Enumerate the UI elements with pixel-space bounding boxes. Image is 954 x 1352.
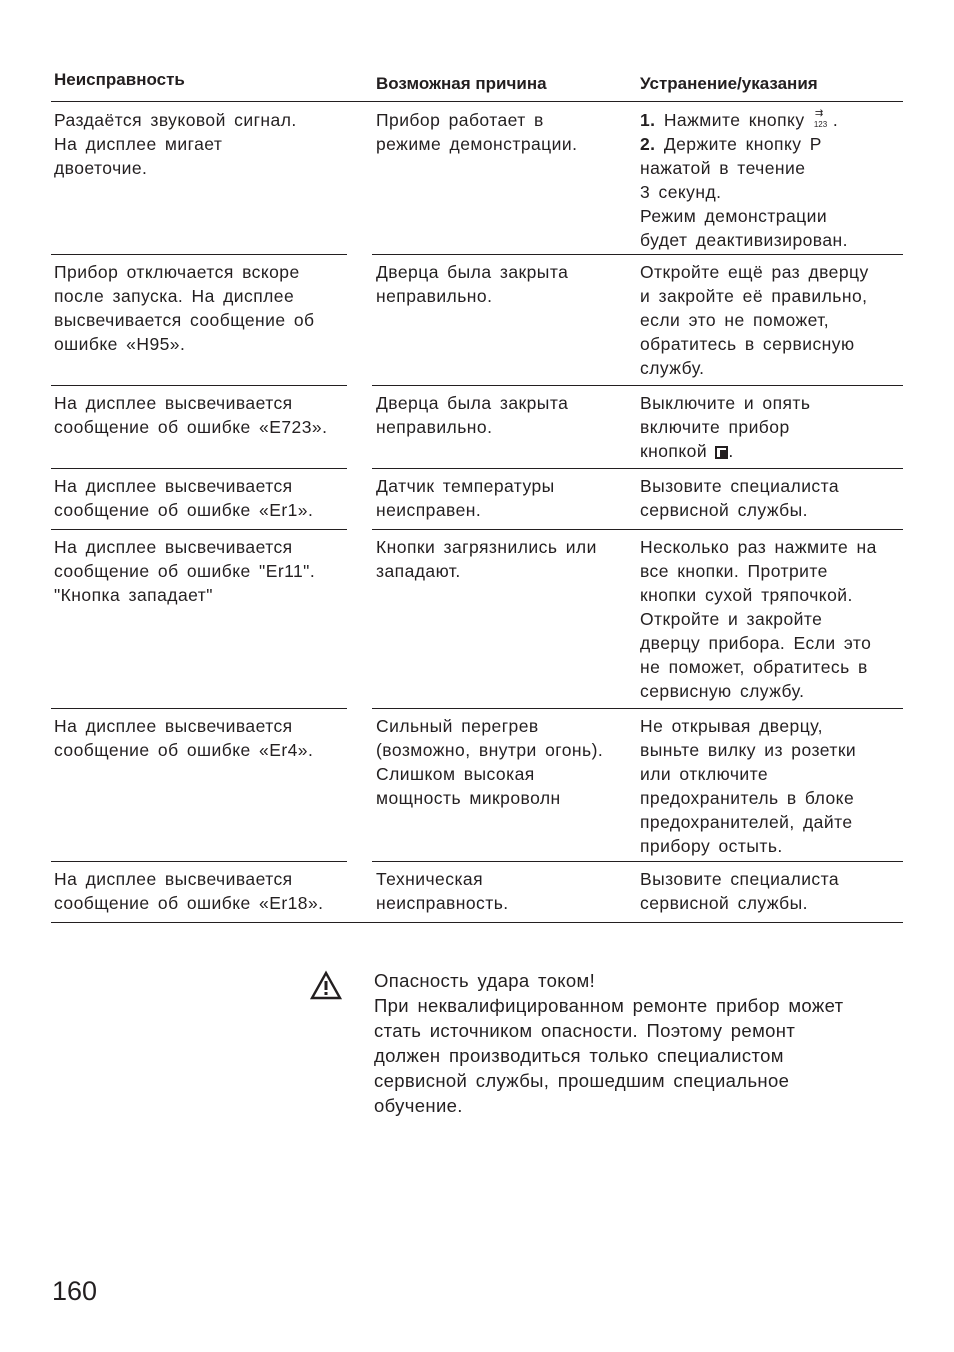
cause-cell-6: Сильный перегрев (возможно, внутри огонь). Слишком высокая мощность микроволн — [376, 716, 604, 808]
cause-cell-1: Прибор работает в режиме демонстрации. — [376, 110, 578, 154]
row-rule-left — [51, 861, 347, 862]
fault-cell-3: На дисплее высвечивается сообщение об ошибке «E723». — [54, 393, 328, 437]
cause-cell-3: Дверца была закрыта неправильно. — [376, 393, 569, 437]
fault-cell-7: На дисплее высвечивается сообщение об ошибке «Er18». — [54, 869, 324, 913]
header-cause: Возможная причина — [376, 74, 547, 93]
cause-cell-4: Датчик температуры неисправен. — [376, 476, 555, 520]
header-remedy: Устранение/указания — [640, 74, 818, 93]
remedy-cell-6: Не открывая дверцу, выньте вилку из розетки или отключите предохранитель в блоке предохранителей, дайте прибору остыть. — [640, 716, 857, 856]
fault-cell-2: Прибор отключается вскоре после запуска. На дисплее высвечивается сообщение об ошибке «H95». — [54, 262, 315, 354]
remedy-cell-1: 1. Нажмите кнопку ⇉ 123 . 2. Держите кнопку P нажатой в течение 3 секунд. Режим демонстрации будет деактивизирован. — [640, 108, 848, 250]
row-rule-right — [372, 529, 903, 530]
remedy-cell-4: Вызовите специалиста сервисной службы. — [640, 476, 840, 520]
row-rule-right — [372, 861, 903, 862]
fault-cell-4: На дисплее высвечивается сообщение об ошибке «Er1». — [54, 476, 314, 520]
cycle-123-icon: ⇉ 123 — [813, 108, 828, 129]
row-rule-right — [372, 708, 903, 709]
page-number: 160 — [52, 1276, 98, 1306]
on-off-icon — [715, 446, 728, 459]
row-rule-right — [372, 385, 903, 386]
row-rule-right — [372, 468, 903, 469]
cause-cell-5: Кнопки загрязнились или западают. — [376, 537, 597, 581]
remedy-cell-7: Вызовите специалиста сервисной службы. — [640, 869, 840, 913]
remedy-cell-2: Откройте ещё раз дверцу и закройте её правильно, если это не поможет, обратитесь в сервисную службу. — [640, 262, 869, 378]
row-rule-left — [51, 708, 347, 709]
fault-cell-6: На дисплее высвечивается сообщение об ошибке «Er4». — [54, 716, 314, 760]
header-fault: Неисправность — [54, 70, 185, 89]
warning-text: Опасность удара током! При неквалифицированном ремонте прибор может стать источником опасности. Поэтому ремонт должен производиться только специалистом сервисной службы, прошедшим специальное обучение. — [374, 970, 844, 1116]
table-bottom-rule — [51, 922, 903, 923]
warning-triangle-icon — [309, 970, 343, 1002]
row-rule-left — [51, 529, 347, 530]
row-rule-left — [51, 468, 347, 469]
remedy-cell-3: Выключите и опять включите прибор кнопкой . — [640, 393, 811, 461]
cause-cell-2: Дверца была закрыта неправильно. — [376, 262, 569, 306]
fault-cell-1: Раздаётся звуковой сигнал. На дисплее мигает двоеточие. — [54, 110, 297, 178]
row-rule-right — [372, 254, 903, 255]
row-rule-left — [51, 385, 347, 386]
fault-cell-5: На дисплее высвечивается сообщение об ошибке "Er11". "Кнопка западает" — [54, 537, 316, 605]
header-rule — [51, 101, 903, 102]
remedy-cell-5: Несколько раз нажмите на все кнопки. Протрите кнопки сухой тряпочкой. Откройте и закройте дверцу прибора. Если это не поможет, обратитесь в сервисную службу. — [640, 537, 877, 701]
row-rule-left — [51, 254, 347, 255]
cause-cell-7: Техническая неисправность. — [376, 869, 509, 913]
